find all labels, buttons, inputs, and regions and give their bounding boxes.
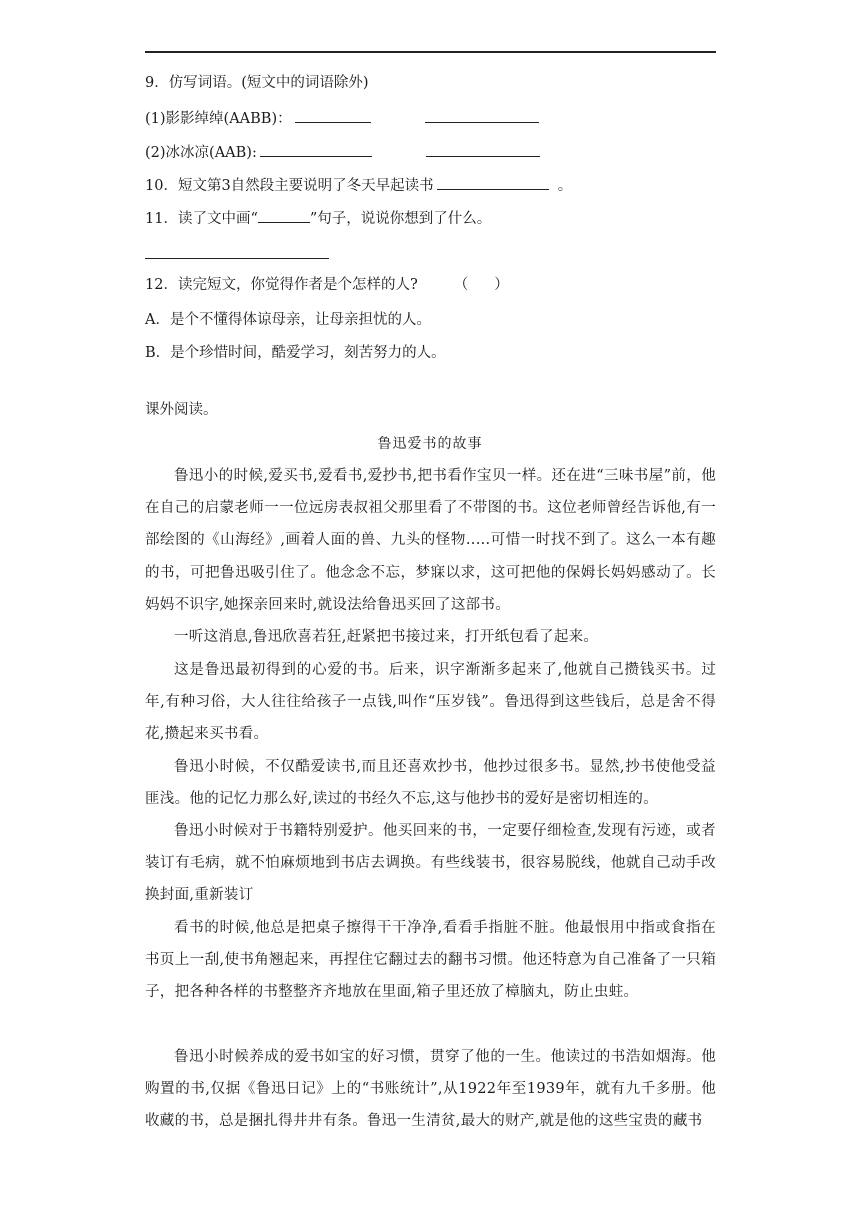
question-10 (145, 175, 572, 196)
question-9-2 (145, 142, 543, 163)
passage-paragraph: 鲁迅小时候，不仅酷爱读书,而且还喜欢抄书，他抄过很多书。显然,抄书使他受益匪浅。他的记忆力那么好,读过的书经久不忘,这与他抄书的爱好是密切相连的。 (145, 759, 716, 808)
question-11 (145, 208, 491, 229)
question-10-text: 10．短文第3自然段主要说明了冬天早起读书 (145, 178, 434, 194)
passage-paragraph: 看书的时候,他总是把桌子擦得干干净净,看看手指脏不脏。他最恨用中指或食指在书页上一刮,使书角翘起来，再捏住它翻过去的翻书习惯。他还特意为自己准备了一只箱子，把各种各样的书整整齐齐地放在里面,箱子里还放了樟脑丸，防止虫蛀。 (145, 920, 716, 1001)
option-a[interactable]: A．是个不懂得体谅母亲，让母亲担忧的人。 (145, 312, 431, 328)
answer-parentheses[interactable]: （） (453, 277, 535, 293)
answer-blank[interactable] (295, 108, 371, 123)
answer-blank[interactable] (437, 175, 549, 190)
question-9: 9．仿写词语。(短文中的词语除外) (145, 75, 369, 91)
question-12 (145, 275, 535, 295)
answer-blank[interactable] (260, 142, 372, 157)
question-9-1 (145, 108, 542, 129)
underline-marker (258, 208, 310, 223)
question-12-text: 12．读完短文，你觉得作者是个怎样的人? (145, 277, 418, 293)
passage-title: 鲁迅爱书的故事 (377, 436, 483, 452)
question-11-text-end: ”句子，说说你想到了什么。 (309, 211, 492, 227)
question-9-2-label: (2)冰冰凉(AAB): (145, 145, 257, 161)
answer-line[interactable] (145, 258, 329, 259)
section-label: 课外阅读。 (145, 402, 218, 418)
passage-paragraph: 鲁迅小时候对于书籍特别爱护。他买回来的书，一定要仔细检查,发现有污迹，或者装订有毛病，就不怕麻烦地到书店去调换。有些线装书，很容易脱线，他就自己动手改换封面,重新装订 (145, 823, 716, 904)
question-11-text: 11．读了文中画“ (145, 211, 258, 227)
option-b[interactable]: B．是个珍惜时间，酷爱学习，刻苦努力的人。 (145, 345, 446, 361)
answer-blank[interactable] (426, 142, 540, 157)
answer-blank[interactable] (425, 108, 539, 123)
passage-paragraph: 这是鲁迅最初得到的心爱的书。后来，识字渐渐多起来了,他就自己攒钱买书。过年,有种习俗，大人往往给孩子一点钱,叫作“压岁钱”。鲁迅得到这些钱后，总是舍不得花,攒起来买书看。 (145, 662, 716, 743)
passage-paragraph: 鲁迅小的时候,爱买书,爱看书,爱抄书,把书看作宝贝一样。还在进“三味书屋”前，他在自己的启蒙老师一一位远房表叔祖父那里看了不带图的书。这位老师曾经告诉他,有一部绘图的《山海经》,画着人面的兽、九头的怪物.....可惜一时找不到了。这么一本有趣的书，可把鲁迅吸引住了。他念念不忘，梦寐以求，这可把他的保姆长妈妈感动了。长妈妈不识字,她探亲回来时,就设法给鲁迅买回了这部书。 (145, 468, 716, 613)
question-9-1-label: (1)影影绰绰(AABB)： (145, 111, 292, 127)
passage-paragraph: 一听这消息,鲁迅欣喜若狂,赶紧把书接过来，打开纸包看了起来。 (174, 629, 599, 645)
question-10-end: 。 (557, 178, 573, 194)
passage-paragraph: 鲁迅小时候养成的爱书如宝的好习惯，贯穿了他的一生。他读过的书浩如烟海。他购置的书,仅据《鲁迅日记》上的“书账统计”,从1922年至1939年，就有九千多册。他收藏的书，总是捆扎得井井有条。鲁迅一生清贫,最大的财产,就是他的这些宝贵的藏书 (145, 1049, 716, 1130)
header-rule (145, 51, 716, 53)
